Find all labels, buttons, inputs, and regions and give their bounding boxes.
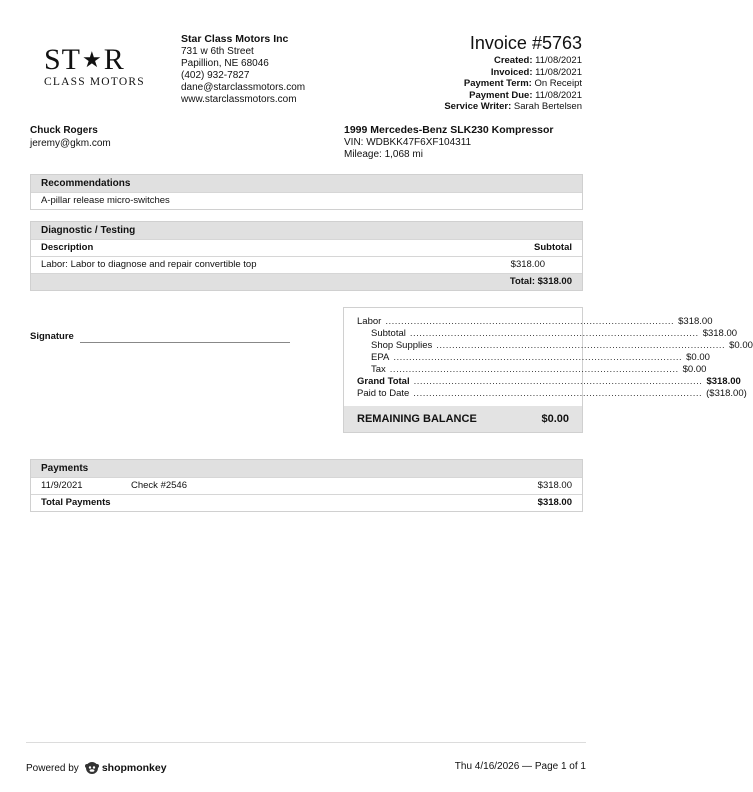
subtotal-row: Subtotal ............................................................................................ $318.00 — [371, 328, 738, 339]
shopmonkey-wordmark: shopmonkey — [101, 762, 167, 774]
subtotal-header: Subtotal — [534, 242, 572, 253]
remaining-balance — [344, 406, 582, 432]
payments-total-row — [31, 494, 582, 511]
recommendation-item: A-pillar release micro-switches — [31, 192, 582, 209]
vehicle-vin: VIN: WDBKK47F6XF104311 — [344, 137, 472, 148]
page-footer-info: Thu 4/16/2026 — Page 1 of 1 — [454, 761, 586, 772]
company-email: dane@starclassmotors.com — [181, 82, 306, 93]
company-phone: (402) 932-7827 — [181, 70, 250, 81]
star-icon: ★ — [82, 47, 103, 72]
description-header: Description — [41, 242, 94, 253]
logo-text-right: R — [103, 43, 125, 76]
company-address-line1: 731 w 6th Street — [181, 46, 254, 57]
remaining-balance-label: REMAINING BALANCE — [357, 413, 477, 425]
powered-by — [26, 761, 167, 775]
remaining-balance-value: $0.00 — [541, 413, 569, 425]
powered-by-label: Powered by — [26, 762, 79, 774]
payments-heading: Payments — [31, 460, 582, 477]
signature-label: Signature — [30, 331, 74, 342]
logo-subtitle: CLASS MOTORS — [44, 76, 145, 88]
logo-text-left: ST — [44, 43, 82, 76]
shopmonkey-logo — [85, 761, 167, 775]
grand-total-row: Grand Total ............................................................................................ $318.00 — [357, 376, 741, 387]
payments-total: $318.00 — [537, 497, 572, 508]
recommendations-heading: Recommendations — [31, 175, 582, 192]
recommendations-section — [30, 174, 583, 210]
company-logo — [44, 43, 154, 90]
company-info — [181, 33, 305, 106]
diagnostic-line-item — [31, 256, 582, 273]
invoiced-date: Invoiced: 11/08/2021 — [490, 66, 582, 78]
line-amount: $318.00 — [510, 259, 545, 270]
diagnostic-total: Total: $318.00 — [509, 276, 572, 287]
invoice-header — [444, 32, 582, 113]
payment-row — [31, 477, 582, 494]
shopmonkey-icon — [85, 761, 99, 775]
payment-due: Payment Due: 11/08/2021 — [469, 89, 582, 101]
service-writer: Service Writer: Sarah Bertelsen — [444, 101, 582, 112]
paid-to-date-row: Paid to Date ............................................................................................ ($318.00) — [357, 388, 747, 399]
customer-name: Chuck Rogers — [30, 125, 98, 136]
signature-line[interactable] — [80, 342, 290, 343]
tax-row: Tax ............................................................................................ $0.00 — [371, 364, 707, 375]
labor-total-row: Labor ............................................................................................ $318.00 — [357, 316, 713, 327]
vehicle-info — [344, 124, 554, 161]
payments-section — [30, 459, 583, 512]
diagnostic-section — [30, 221, 583, 291]
company-address-line2: Papillion, NE 68046 — [181, 58, 269, 69]
totals-box — [343, 307, 753, 433]
diagnostic-heading: Diagnostic / Testing — [31, 222, 582, 239]
company-website: www.starclassmotors.com — [181, 94, 297, 105]
payment-date: 11/9/2021 — [41, 480, 83, 491]
payments-total-label: Total Payments — [41, 497, 111, 508]
invoice-title: Invoice #5763 — [469, 33, 582, 53]
payment-term: Payment Term: On Receipt — [463, 78, 582, 89]
customer-email: jeremy@gkm.com — [30, 138, 111, 149]
vehicle-mileage: Mileage: 1,068 mi — [344, 149, 423, 160]
shop-supplies-row: Shop Supplies ............................................................................................ $0.00 — [371, 340, 753, 351]
payment-amount: $318.00 — [537, 480, 572, 491]
line-description: Labor: Labor to diagnose and repair convertible top — [41, 259, 257, 270]
footer-divider — [26, 742, 586, 743]
epa-row: EPA ............................................................................................ $0.00 — [371, 352, 710, 363]
company-name: Star Class Motors Inc — [181, 33, 289, 45]
vehicle-model: 1999 Mercedes-Benz SLK230 Kompressor — [344, 124, 554, 136]
created-date: Created: 11/08/2021 — [493, 55, 582, 66]
diagnostic-total-row — [31, 273, 582, 290]
diagnostic-column-headers — [31, 239, 582, 256]
payment-method: Check #2546 — [131, 480, 187, 491]
customer-info — [30, 124, 111, 150]
